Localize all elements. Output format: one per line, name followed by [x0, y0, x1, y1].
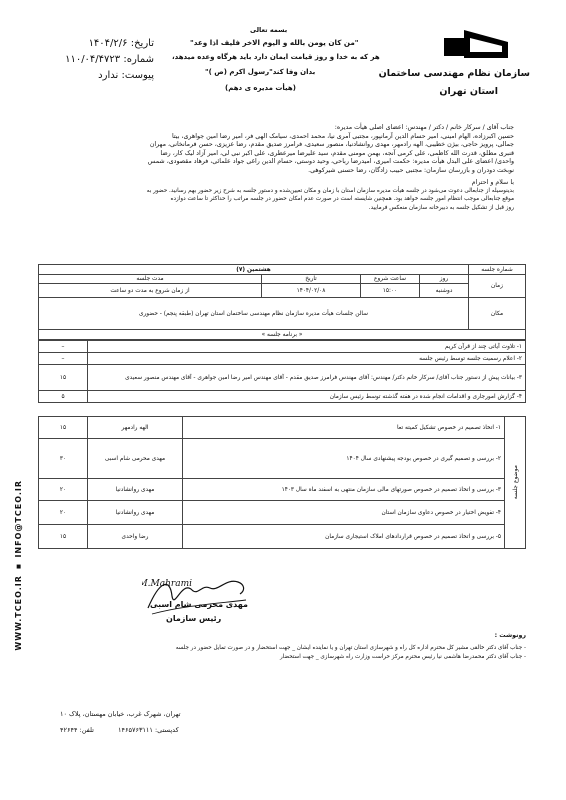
header-line3: بدان وفا کند"رسول اکرم (ص )" — [205, 68, 316, 76]
greeting: با سلام و احترام — [471, 178, 514, 186]
org-logo — [442, 28, 510, 66]
footer-postal: کدپستی: ۱۴۶۵۷۶۳۱۱۱ — [118, 726, 179, 734]
agenda-item: ۲- بررسی و تصمیم گیری در خصوص بودجه پیشنهادی سال ۱۴۰۴ — [183, 439, 505, 479]
signer-title: رئیس سازمان — [166, 614, 222, 623]
agenda-item: ۴- تفویض اختیار در خصوص دعاوی سازمان استان — [183, 501, 505, 525]
agenda-item: ۱- اتخاذ تصمیم در خصوص تشکیل کمیته تعا — [183, 417, 505, 439]
vertical-website-email: WWW.TCEO.IR ▪ INFO@TCEO.IR — [14, 480, 23, 651]
agenda-table: موضوع جلسه ۱- اتخاذ تصمیم در خصوص تشکیل کمیته تعا الهه رادمهر ۱۵ ۲- بررسی و تصمیم گیری در خصوص بودجه پیشنهادی سال ۱۴۰۴ مهدی محرمی شام اسبی ۳۰ ۳- بررسی و اتخاذ تصمیم در خصوص صورتهای مالی سازمان منتهی به اسفند ماه سال ۱۴۰۳ مهدی روانشادنیا ۲۰ ۴- تفویض اختیار در خصوص دعاوی سازمان استان مهدی روانشادنیا ۲۰ ۵- بررسی و اتخاذ تصمیم در خصوص قراردادهای املاک استیجاری سازمان رضا واحدی ۱۵ — [38, 416, 526, 549]
org-name: سازمان نظام مهندسی ساختمان — [378, 68, 530, 79]
signer-name: مهدی محرمی شام اسبی — [150, 600, 248, 609]
cc-label: رونوشت : — [494, 632, 526, 639]
header-quote: "من کان یومن بالله و الیوم الاخر فلیف اذا وعد" — [190, 38, 359, 47]
prelim-item: ۳- بیانات پیش از دستور جناب آقای/ سرکار خانم دکتر/ مهندس: آقای مهندس فرامرز صدیق مقدم - آقای مهندس امیر رضا امین جواهری - آقای مهندس منصور سعیدی — [88, 365, 526, 391]
prelim-item: ۲- اعلام رسمیت جلسه توسط رئیس جلسه — [88, 353, 526, 365]
board-label: (هیأت مدیره ی دهم) — [225, 84, 296, 92]
agenda-item: ۳- بررسی و اتخاذ تصمیم در خصوص صورتهای مالی سازمان منتهی به اسفند ماه سال ۱۴۰۳ — [183, 479, 505, 501]
svg-text:M.Mahrami: M.Mahrami — [142, 579, 192, 589]
invite-paragraph: بدینوسیله از جنابعالی دعوت می‌شود در جلسه هیأت مدیره سازمان استان با زمان و مکان تعیین‌شده و دستور جلسه به شرح زیر حضور بهم رسانید. حضور به موقع جنابعالی موجب انتظام امور جلسه خواهد بود. همچنین شایسته است در صورت عدم امکان حضور در جلسه مراتب را حداکثر تا ساعت دوازده روز قبل از تشکیل جلسه به دبیرخانه سازمان منعکس فرمایید. — [146, 188, 514, 211]
org-city: استان تهران — [439, 86, 498, 97]
agenda-item: ۵- بررسی و اتخاذ تصمیم در خصوص قراردادهای املاک استیجاری سازمان — [183, 525, 505, 549]
prelim-item: ۱- تلاوت آیاتی چند از قرآن کریم — [88, 341, 526, 353]
letter-date: تاریخ: ۱۴۰۴/۲/۶ — [88, 38, 154, 49]
letter-number: شماره: ۱۱۰/۰۴/۴۷۲۳ — [65, 54, 154, 65]
basmala: بسمه تعالی — [250, 26, 288, 34]
header-line2: هر که به خدا و روز قیامت ایمان دارد باید هرگاه وعده میدهد، — [172, 53, 380, 61]
preliminary-table: ۱- تلاوت آیاتی چند از قرآن کریم – ۲- اعلام رسمیت جلسه توسط رئیس جلسه – ۳- بیانات پیش از دستور جناب آقای/ سرکار خانم دکتر/ مهندس: آقای مهندس فرامرز صدیق مقدم - آقای مهندس امیر رضا امین جواهری - آقای مهندس منصور سعیدی ۱۵ ۴- گزارش امورجاری و اقدامات انجام شده در هفته گذشته توسط رئیس سازمان ۵ — [38, 340, 526, 403]
prelim-item: ۴- گزارش امورجاری و اقدامات انجام شده در هفته گذشته توسط رئیس سازمان — [88, 391, 526, 403]
footer-phone: تلفن: ۴۲۶۴۴ — [60, 726, 94, 734]
cc-list: - جناب آقای دکتر خالقی مشیر کل محترم اداره کل راه و شهرسازی استان تهران و یا نماینده ایشان _ جهت استحضار و در صورت تمایل حضور در جلسه - جناب آقای دکتر محمدرضا هاشمی نیا رئیس محترم مرکز حراست وزارت راه شهرسازی _ جهت استحضار — [175, 645, 526, 660]
agenda-side-label: موضوع جلسه — [511, 465, 519, 500]
session-table: شماره جلسه هشتمین (۷) زمان روز ساعت شروع تاریخ مدت جلسه دوشنبه ۱۵:۰۰ ۱۴۰۴/۰۲/۰۸ از زمان شروع به مدت دو ساعت مکان سالن جلسات هیأت مدیره سازمان نظام مهندسی ساختمان استان تهران (طبقه پنجم) - حضوری « برنامه جلسه » — [38, 264, 526, 340]
footer-address: تهران، شهرک غرب، خیابان مهستان، پلاک ۱۰ — [60, 710, 181, 718]
letter-attachment: پیوست: ندارد — [98, 70, 154, 81]
recipients-block: جناب آقای / سرکار خانم / دکتر / مهندس: اعضای اصلی هیأت مدیره: حسین اکبرزاده، الهام امینی، امیر حسام الدین آرمانپور، مجتبی آمری نیا، محمد احمدی، سیامک الهی فر، امیر رضا امین جواهری، بیتا جمالی، پرویز حاجی، بیژن خطیبی، الهه رادمهر، مهدی روانشادنیا، منصور سعیدی، فرامرز صدیق مقدم، رضا عزیزی، حسن فرمانخانی، مهران قنبری مطلق، قدرت الله کاظمی، علی کرمی آنجه، بهمن مومنی مقدم، سید علیرضا میرعطری، علی اکبر نبی لی، امیر آزاد لیک کار، رضا واحدی/ اعضای علی البدل هیأت مدیره: حکمت امیری، امیدرضا رباحی، وحید دوستی، حسام الدین راغی جواد علمائی، فرهاد مقصودی، شمس نوبخت دودران و بازرسان سازمان: مجتبی حبیب زادگان، رضا حسنی شیرکوهی. با سلام و احترام بدینوسیله از جنابعالی دعوت می‌شود در جلسه هیأت مدیره سازمان استان با زمان و مکان تعیین‌شده و دستور جلسه به شرح زیر حضور بهم رسانید. حضور به موقع جنابعالی موجب انتظام امور جلسه خواهد بود. همچنین شایسته است در صورت عدم امکان حضور در جلسه مراتب را حداکثر تا ساعت دوازده روز قبل از تشکیل جلسه به دبیرخانه سازمان منعکس فرمایید. — [44, 124, 514, 212]
